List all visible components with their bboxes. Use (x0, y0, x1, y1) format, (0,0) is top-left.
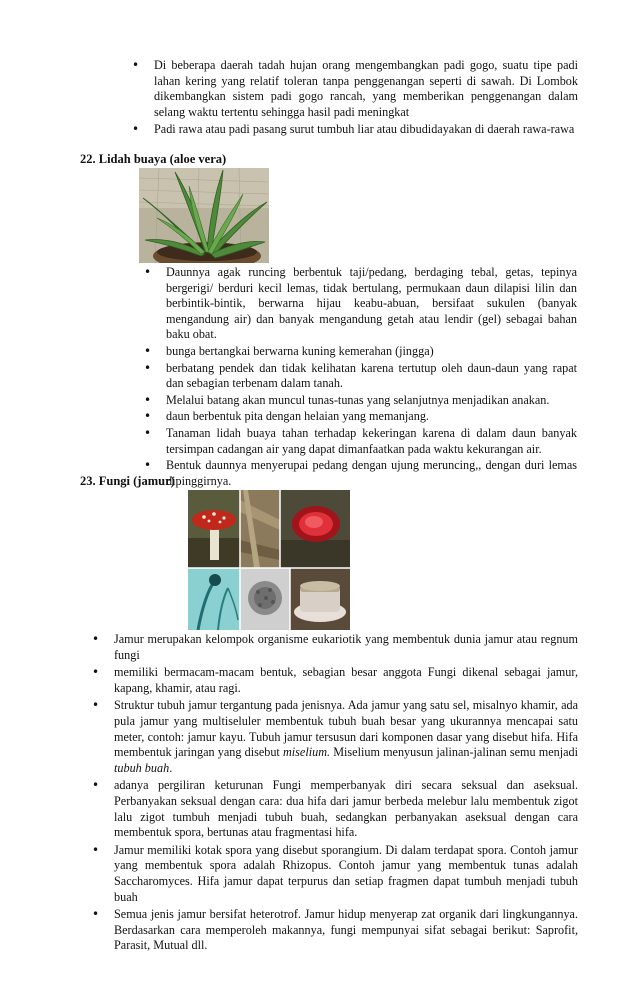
list-item: • Bentuk daunnya menyerupai pedang dengan ujung meruncing,, dengan duri lemas dipinggirnya. (166, 458, 577, 489)
list-item-text: Struktur tubuh jamur tergantung pada jenisnya. Ada jamur yang satu sel, misalnyo khamir, ada pula jamur yang multiseluler membentuk tubuh buah besar yang ukurannya mencapai satu meter, contoh: jamur kayu. Tubuh jamur tersusun dari komponen dasar yang disebut hifa. Hifa membentuk jaringan yang disebut (114, 698, 578, 760)
aloe-vera-bullet-list (166, 265, 577, 490)
list-item: • Jamur memiliki kotak spora yang disebut sporangium. Di dalam terdapat spora. Contoh jamur yang membentuk spora adalah Rhizopus. Contoh jamur yang membentuk tunas adalah Saccharomyces. Hifa jamur dapat terpurus dan setiap fragmen dapat tumbuh menjadi tubuh buah (114, 843, 578, 905)
list-item: • Jamur merupakan kelompok organisme eukariotik yang membentuk dunia jamur atau regnum fungi (114, 632, 578, 663)
list-item: • berbatang pendek dan tidak kelihatan karena tertutup oleh daun-daun yang rapat dan sebagian terbenam dalam tanah. (166, 361, 577, 392)
list-item (114, 698, 578, 776)
list-item: • adanya pergiliran keturunan Fungi memperbanyak diri secara seksual dan aseksual. Perbanyakan seksual dengan cara: dua hifa dari jamur berbeda melebur lalu membentuk zigot lalu zigot tumbuh menjadi tubuh buah, sedangkan perbanyakan aseksual dengan cara membentuk spora, bertunas atau fragmentasi hifa. (114, 778, 578, 840)
list-item-text: . (169, 760, 173, 775)
section-heading-aloe-vera: 22. Lidah buaya (aloe vera) (80, 152, 227, 166)
list-item: • Semua jenis jamur bersifat heterotrof. Jamur hidup menyerap zat organik dari lingkungannya. Berdasarkan cara memperoleh makannya, fungi mempunyai sifat sebagai berikut: Saprofit, Parasit, Mutual dll. (114, 907, 578, 954)
term-miselium: miselium. (282, 745, 331, 760)
list-item: • memiliki bermacam-macam bentuk, sebagian besar anggota Fungi dikenal sebagai jamur, kapang, khamir, atau ragi. (114, 665, 578, 696)
list-item: • bunga bertangkai berwarna kuning kemerahan (jingga) (166, 344, 577, 360)
list-item: • Daunnya agak runcing berbentuk taji/pedang, berdaging tebal, getas, tepinya bergerigi/ berduri kecil lemas, tidak bertulang, permukaan daun dilapisi lilin dan berbintik-bintik, berwarna hijau keabu-abuan, bersifaat sukulen (banyak mengandung air) dan banyak mengandung getah atau lendir (gel) sebagai bahan baku obat. (166, 265, 577, 343)
list-item: • Melalui batang akan muncul tunas-tunas yang selanjutnya menjadikan anakan. (166, 393, 577, 409)
list-item-text: Miselium menyusun jalinan-jalinan semu menjadi (333, 745, 579, 760)
section-heading-fungi: 23. Fungi (jamur) (80, 474, 175, 488)
list-item: • Padi rawa atau padi pasang surut tumbuh liar atau dibudidayakan di daerah rawa-rawa (154, 122, 578, 138)
term-tubuh-buah: tubuh buah (114, 760, 170, 775)
list-item: • Tanaman lidah buaya tahan terhadap kekeringan karena di dalam daun banyak tersimpan cadangan air yang dapat dimanfaatkan pada waktu kekurangan air. (166, 426, 577, 457)
fungi-photo-collage (188, 490, 350, 630)
fungi-bullet-list (114, 632, 578, 956)
list-item: • Di beberapa daerah tadah hujan orang mengembangkan padi gogo, suatu tipe padi lahan kering yang relatif toleran tanpa penggenangan seperti di sawah. Di Lombok dikembangkan sistem padi gogo rancah, yang memberikan penggenangan dalam selang waktu tertentu sehingga hasil padi meningkat (154, 58, 578, 120)
rice-bullet-list (154, 58, 578, 140)
list-item: • daun berbentuk pita dengan helaian yang memanjang. (166, 409, 577, 425)
aloe-vera-photo (139, 168, 269, 263)
